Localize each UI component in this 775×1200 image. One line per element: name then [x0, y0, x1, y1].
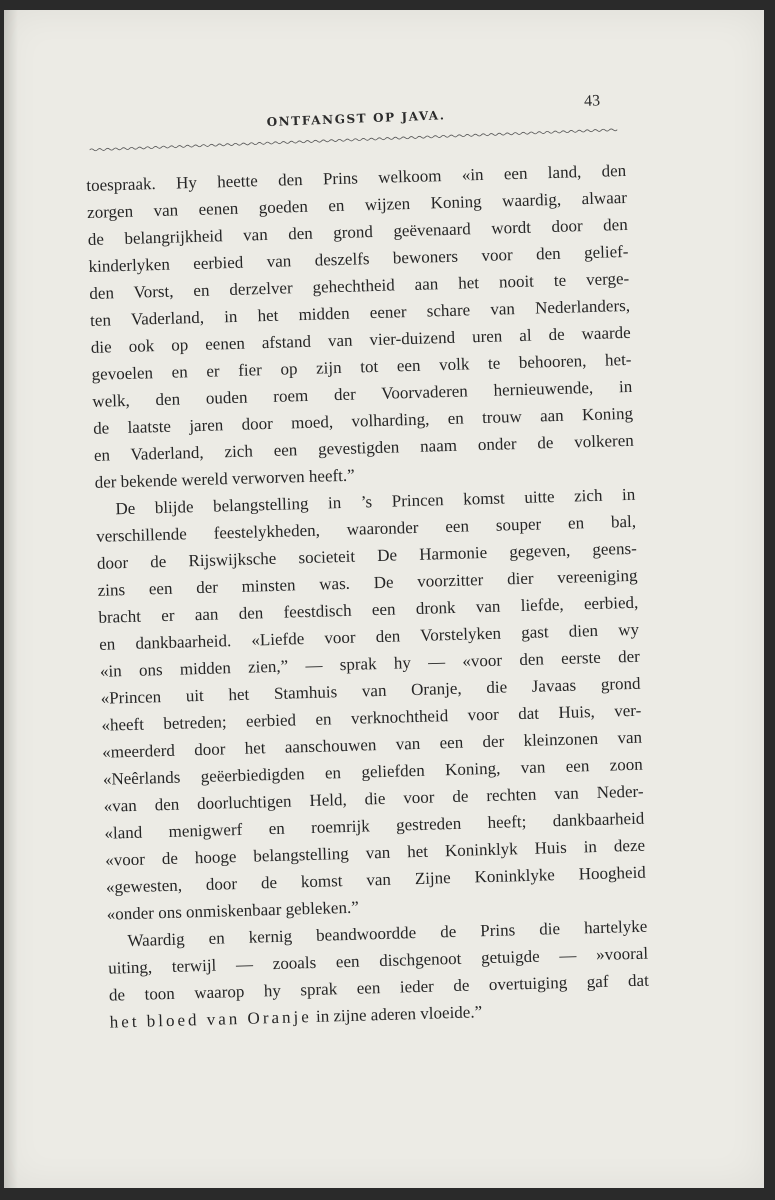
header-wavy-rule: [90, 128, 620, 152]
text-line: «in ons midden zien,” — sprak hy — «voor den eerste der: [99, 646, 641, 681]
text-line: Waardig en kernig beandwoordde de Prins die hartelyke: [127, 916, 648, 951]
text-line: «van den doorluchtigen Held, die voor de rechten van Neder-: [103, 781, 644, 816]
text-line: «Neêrlands geëerbiedigden en geliefden Koning, van een zoon: [102, 754, 644, 789]
page-number: 43: [583, 92, 601, 110]
page-gutter-shadow: [4, 10, 18, 1188]
text-line: door de Rijswijksche societeit De Harmonie gegeven, geens-: [96, 538, 637, 573]
text-line: zins een der minsten was. De voorzitter dier vereeniging: [97, 565, 638, 600]
running-title: ONTFANGST OP JAVA.: [266, 108, 446, 130]
text-line: gevoelen en er fier op zijn tot een volk te behooren, het-: [91, 349, 632, 384]
text-line: «land menigwerf en roemrijk gestreden heeft; dankbaarheid: [104, 808, 645, 843]
body-text: [86, 157, 650, 1036]
text-line: bracht er aan den feestdisch een dronk van liefde, eerbied,: [98, 592, 639, 627]
text-line: «gewesten, door de komst van Zijne Koninklyke Hoogheid: [105, 862, 647, 897]
text-line: «Princen uit het Stamhuis van Oranje, die Javaas grond: [100, 673, 641, 708]
text-line: toespraak. Hy heette den Prins welkoom «in een land, den: [86, 160, 627, 195]
text-line: den Vorst, en derzelver gehechtheid aan het nooit te verge-: [89, 268, 630, 303]
text-line: «voor de hooge belangstelling van het Koninklyk Huis in deze: [104, 835, 646, 870]
text-line: de belangrijkheid van den grond geëvenaard wordt door den: [87, 214, 628, 249]
text-line: zorgen van eenen goeden en wijzen Koning waardig, alwaar: [86, 187, 628, 222]
text-line: verschillende feestelykheden, waaronder een souper en bal,: [95, 511, 637, 546]
text-line: uiting, terwijl — zooals een dischgenoot getuigde — »vooral: [107, 943, 649, 978]
text-line: welk, den ouden roem der Voorvaderen hernieuwende, in: [92, 376, 633, 411]
text-line: de toon waarop hy sprak een ieder de overtuiging gaf dat: [108, 970, 650, 1005]
text-line: «onder ons onmiskenbaar gebleken.”: [106, 897, 359, 924]
text-line: «heeft betreden; eerbied en verknochtheid voor dat Huis, ver-: [101, 700, 642, 735]
text-line: die ook op eenen afstand van vier-duizend uren al de waarde: [90, 322, 631, 357]
text-line: en Vaderland, zich een gevestigden naam onder de volkeren: [93, 430, 634, 465]
final-line-rest: in zijne aderen vloeide.”: [311, 1002, 483, 1027]
spaced-emphasis: het bloed van Oranje: [109, 1007, 313, 1032]
text-line: de laatste jaren door moed, volharding, en trouw aan Koning: [92, 403, 634, 438]
text-line: ten Vaderland, in het midden eener schare van Nederlanders,: [89, 295, 631, 330]
text-line: der bekende wereld verworven heeft.”: [94, 465, 355, 492]
text-line: «meerderd door het aanschouwen van een der kleinzonen van: [101, 727, 643, 762]
text-line: kinderlyken eerbied van deszelfs bewoners voor den gelief-: [88, 241, 629, 276]
text-line: De blijde belangstelling in ’s Princen komst uitte zich in: [115, 484, 636, 519]
text-line: en dankbaarheid. «Liefde voor den Vorstelyken gast dien wy: [98, 619, 640, 654]
